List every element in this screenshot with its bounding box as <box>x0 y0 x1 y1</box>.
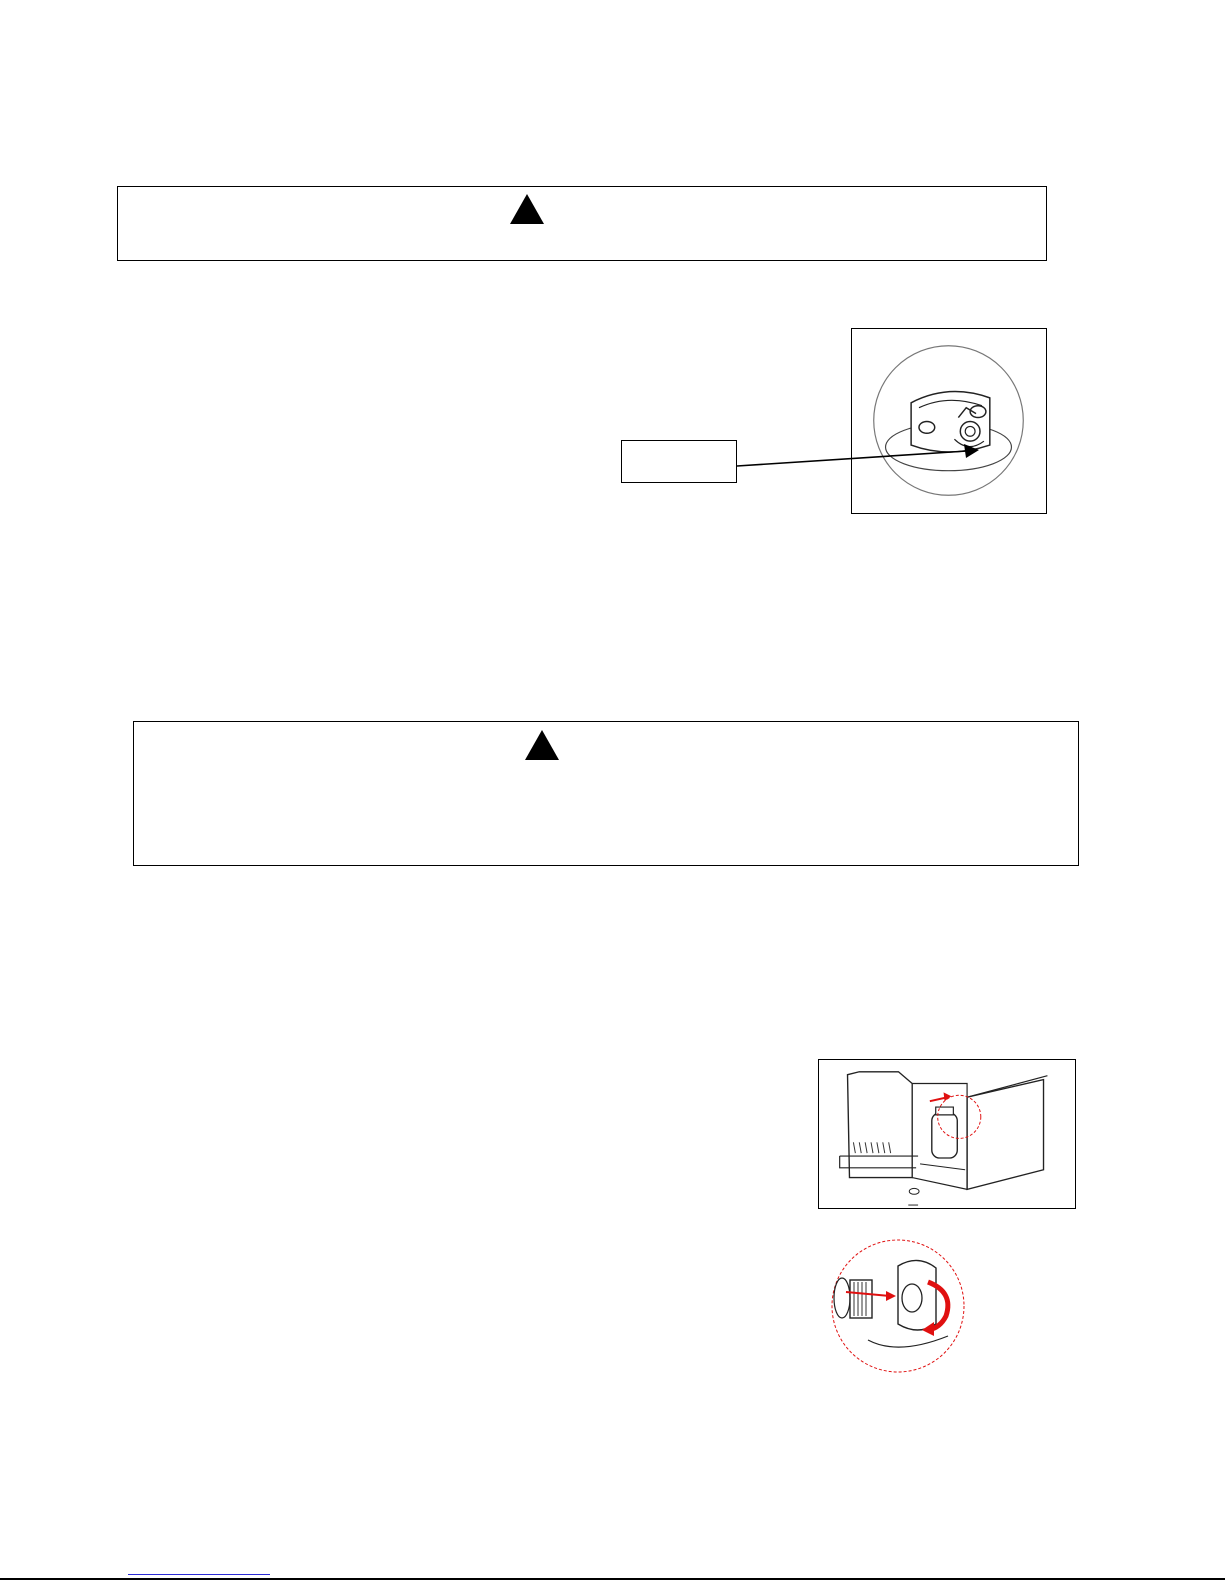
footer-link-underline[interactable] <box>128 1574 270 1575</box>
warning-box-lower <box>133 721 1079 866</box>
cabinet-drawing <box>819 1060 1074 1207</box>
valve-callout-label <box>621 440 737 483</box>
regulator-connection-figure <box>828 1236 968 1376</box>
cabinet-cylinder-figure <box>818 1059 1076 1209</box>
callout-arrow <box>735 440 985 480</box>
cylinder-valve-drawing <box>852 329 1045 512</box>
cylinder-valve-figure <box>851 328 1047 514</box>
warning-box-upper <box>117 186 1047 261</box>
footer-rule <box>0 1578 1225 1580</box>
warning-triangle-icon <box>525 730 559 760</box>
warning-triangle-icon <box>510 194 544 224</box>
